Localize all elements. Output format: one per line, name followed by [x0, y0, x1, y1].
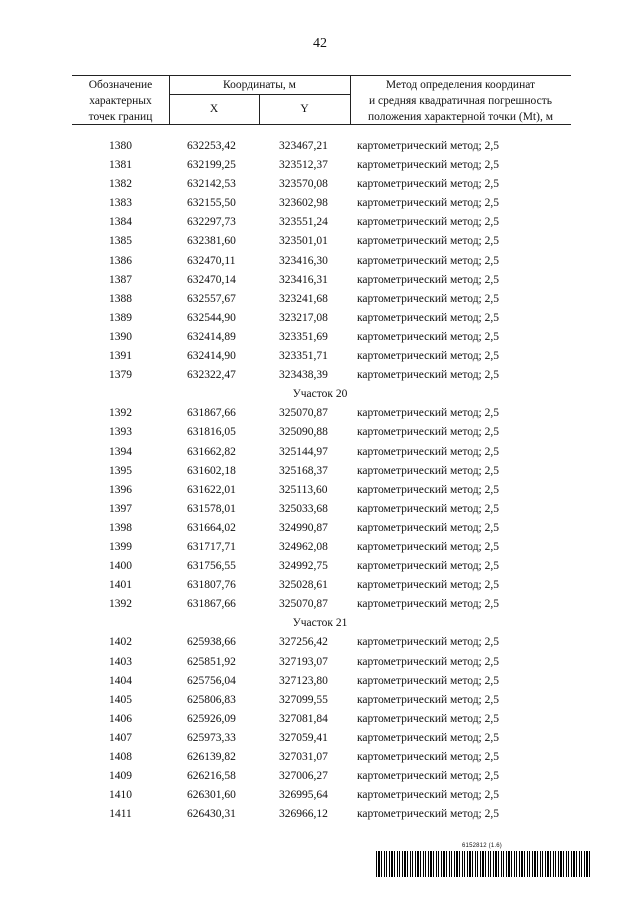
y-cell: 325090,88 [279, 426, 328, 439]
method-cell: картометрический метод; 2,5 [357, 712, 499, 725]
y-cell: 324990,87 [279, 521, 328, 534]
point-id-cell: 1381 [109, 159, 132, 172]
method-cell: картометрический метод; 2,5 [357, 521, 499, 534]
point-id-cell: 1403 [109, 655, 132, 668]
table-row [0, 538, 640, 557]
point-id-cell: 1386 [109, 254, 132, 267]
x-cell: 632253,42 [187, 140, 236, 152]
x-cell: 632470,14 [187, 273, 236, 286]
point-id-cell: 1389 [109, 311, 132, 324]
x-cell: 632297,73 [187, 216, 236, 229]
x-cell: 626139,82 [187, 751, 236, 763]
method-header-line: и средняя квадратичная погрешность [369, 95, 552, 107]
y-cell: 326995,64 [279, 789, 328, 802]
table-row [0, 366, 640, 385]
y-cell: 327081,84 [279, 712, 328, 725]
y-cell: 325070,87 [279, 598, 328, 611]
point-id-cell: 1395 [109, 464, 132, 477]
point-id-cell: 1409 [109, 770, 132, 783]
table-row [0, 805, 640, 824]
table-row [0, 252, 640, 271]
method-cell: картометрический метод; 2,5 [357, 159, 499, 172]
table-row [0, 347, 640, 366]
y-cell: 325033,68 [279, 502, 328, 515]
coordinates-table-body [0, 137, 640, 824]
table-row [0, 633, 640, 652]
method-cell: картометрический метод; 2,5 [357, 254, 499, 267]
table-row [0, 519, 640, 538]
y-cell: 323241,68 [279, 292, 328, 305]
section-heading [0, 385, 640, 404]
y-cell: 324962,08 [279, 540, 328, 553]
x-cell: 632544,90 [187, 311, 236, 324]
point-id-cell: 1399 [109, 540, 132, 553]
table-row [0, 404, 640, 423]
method-cell: картометрический метод; 2,5 [357, 445, 499, 458]
method-cell: картометрический метод; 2,5 [357, 464, 499, 477]
x-cell: 631662,82 [187, 445, 236, 458]
y-cell: 327193,07 [279, 655, 328, 668]
method-cell: картометрический метод; 2,5 [357, 770, 499, 783]
y-cell: 323602,98 [279, 197, 328, 210]
method-cell: картометрический метод; 2,5 [357, 636, 499, 649]
table-row [0, 423, 640, 442]
x-cell: 626430,31 [187, 808, 236, 821]
designation-header-line: точек границ [88, 111, 153, 123]
method-cell: картометрический метод; 2,5 [357, 407, 499, 420]
table-row [0, 710, 640, 729]
method-cell: картометрический метод; 2,5 [357, 674, 499, 687]
point-id-cell: 1383 [109, 197, 132, 210]
point-id-cell: 1387 [109, 273, 132, 286]
section-label: Участок 20 [292, 388, 348, 401]
method-cell: картометрический метод; 2,5 [357, 693, 499, 706]
method-cell: картометрический метод; 2,5 [357, 311, 499, 324]
x-cell: 632322,47 [187, 369, 236, 382]
x-cell: 632155,50 [187, 197, 236, 210]
x-header: X [209, 103, 219, 115]
method-cell: картометрический метод; 2,5 [357, 273, 499, 286]
y-cell: 325028,61 [279, 579, 328, 592]
method-header-line: положения характерной точки (Mt), м [368, 111, 553, 123]
x-cell: 631622,01 [187, 483, 236, 496]
point-id-cell: 1404 [109, 674, 132, 687]
table-row [0, 653, 640, 672]
point-id-cell: 1398 [109, 521, 132, 534]
table-row [0, 691, 640, 710]
point-id-cell: 1390 [109, 330, 132, 343]
x-cell: 632414,89 [187, 330, 236, 343]
table-row [0, 175, 640, 194]
method-cell: картометрический метод; 2,5 [357, 350, 499, 363]
x-cell: 631756,55 [187, 560, 236, 573]
method-header [350, 77, 571, 125]
y-cell: 325168,37 [279, 464, 328, 477]
table-row [0, 595, 640, 614]
method-cell: картометрический метод; 2,5 [357, 655, 499, 668]
point-id-cell: 1411 [109, 808, 132, 821]
x-cell: 625973,33 [187, 731, 236, 744]
method-cell: картометрический метод; 2,5 [357, 483, 499, 496]
x-cell: 626301,60 [187, 789, 236, 802]
x-cell: 625756,04 [187, 674, 236, 687]
x-cell: 632199,25 [187, 159, 236, 172]
point-id-cell: 1402 [109, 636, 132, 649]
table-row [0, 213, 640, 232]
y-cell: 323217,08 [279, 311, 328, 324]
x-cell: 631664,02 [187, 521, 236, 534]
y-cell: 324992,75 [279, 560, 328, 573]
point-id-cell: 1391 [109, 350, 132, 363]
point-id-cell: 1408 [109, 751, 132, 763]
table-row [0, 767, 640, 786]
table-row [0, 729, 640, 748]
point-id-cell: 1385 [109, 235, 132, 248]
designation-header-line: Обозначение [88, 79, 153, 91]
point-id-cell: 1388 [109, 292, 132, 305]
method-cell: картометрический метод; 2,5 [357, 560, 499, 573]
table-row [0, 443, 640, 462]
method-cell: картометрический метод; 2,5 [357, 330, 499, 343]
method-cell: картометрический метод; 2,5 [357, 540, 499, 553]
point-id-cell: 1400 [109, 560, 132, 573]
table-row [0, 672, 640, 691]
section-heading [0, 614, 640, 633]
section-label: Участок 21 [292, 617, 348, 630]
point-id-cell: 1410 [109, 789, 132, 802]
method-cell: картометрический метод; 2,5 [357, 502, 499, 515]
table-row [0, 462, 640, 481]
point-id-cell: 1407 [109, 731, 132, 744]
y-cell: 327123,80 [279, 674, 328, 687]
table-row [0, 786, 640, 805]
table-row [0, 328, 640, 347]
method-cell: картометрический метод; 2,5 [357, 426, 499, 439]
x-cell: 625806,83 [187, 693, 236, 706]
point-id-cell: 1379 [109, 369, 132, 382]
x-cell: 625938,66 [187, 636, 236, 649]
y-cell: 323467,21 [279, 140, 328, 152]
method-cell: картометрический метод; 2,5 [357, 579, 499, 592]
method-cell: картометрический метод; 2,5 [357, 369, 499, 382]
x-cell: 631807,76 [187, 579, 236, 592]
designation-header [72, 77, 169, 125]
method-cell: картометрический метод; 2,5 [357, 751, 499, 763]
y-cell: 325113,60 [279, 483, 328, 496]
point-id-cell: 1396 [109, 483, 132, 496]
x-cell: 625926,09 [187, 712, 236, 725]
point-id-cell: 1384 [109, 216, 132, 229]
x-cell: 632381,60 [187, 235, 236, 248]
table-row [0, 194, 640, 213]
method-cell: картометрический метод; 2,5 [357, 197, 499, 210]
table-row [0, 576, 640, 595]
x-cell: 625851,92 [187, 655, 236, 668]
y-cell: 327099,55 [279, 693, 328, 706]
method-cell: картометрический метод; 2,5 [357, 178, 499, 191]
table-row [0, 500, 640, 519]
y-cell: 323351,69 [279, 330, 328, 343]
y-cell: 323438,39 [279, 369, 328, 382]
point-id-cell: 1382 [109, 178, 132, 191]
designation-header-line: характерных [89, 95, 152, 107]
point-id-cell: 1394 [109, 445, 132, 458]
table-row [0, 309, 640, 328]
y-cell: 327006,27 [279, 770, 328, 783]
method-cell: картометрический метод; 2,5 [357, 235, 499, 248]
x-cell: 632470,11 [187, 254, 236, 267]
page-number: 42 [313, 36, 327, 51]
barcode-number: 6152812 (1.6) [462, 843, 502, 849]
table-top-rule [72, 75, 571, 76]
x-cell: 631816,05 [187, 426, 236, 439]
x-cell: 631717,71 [187, 540, 236, 553]
x-cell: 626216,58 [187, 770, 236, 783]
table-row [0, 232, 640, 251]
method-cell: картометрический метод; 2,5 [357, 140, 499, 152]
x-cell: 631867,66 [187, 598, 236, 611]
y-cell: 325070,87 [279, 407, 328, 420]
point-id-cell: 1393 [109, 426, 132, 439]
method-cell: картометрический метод; 2,5 [357, 598, 499, 611]
table-row [0, 290, 640, 309]
method-cell: картометрический метод; 2,5 [357, 731, 499, 744]
point-id-cell: 1401 [109, 579, 132, 592]
y-cell: 323351,71 [279, 350, 328, 363]
point-id-cell: 1380 [109, 140, 132, 152]
method-cell: картометрический метод; 2,5 [357, 216, 499, 229]
y-cell: 323512,37 [279, 159, 328, 172]
method-cell: картометрический метод; 2,5 [357, 789, 499, 802]
y-cell: 327256,42 [279, 636, 328, 649]
y-cell: 323416,30 [279, 254, 328, 267]
point-id-cell: 1397 [109, 502, 132, 515]
method-header-line: Метод определения координат [385, 79, 536, 91]
x-cell: 632557,67 [187, 292, 236, 305]
barcode [376, 851, 590, 877]
x-cell: 631602,18 [187, 464, 236, 477]
y-cell: 323416,31 [279, 273, 328, 286]
x-cell: 632414,90 [187, 350, 236, 363]
table-row [0, 557, 640, 576]
method-cell: картометрический метод; 2,5 [357, 808, 499, 821]
y-cell: 327031,07 [279, 751, 328, 763]
point-id-cell: 1405 [109, 693, 132, 706]
table-row [0, 156, 640, 175]
point-id-cell: 1392 [109, 598, 132, 611]
y-cell: 325144,97 [279, 445, 328, 458]
table-row [0, 748, 640, 767]
point-id-cell: 1392 [109, 407, 132, 420]
y-cell: 323570,08 [279, 178, 328, 191]
y-cell: 326966,12 [279, 808, 328, 821]
y-cell: 323501,01 [279, 235, 328, 248]
method-cell: картометрический метод; 2,5 [357, 292, 499, 305]
x-cell: 632142,53 [187, 178, 236, 191]
x-cell: 631867,66 [187, 407, 236, 420]
y-cell: 327059,41 [279, 731, 328, 744]
table-row [0, 271, 640, 290]
point-id-cell: 1406 [109, 712, 132, 725]
y-header: Y [300, 103, 309, 115]
coordinates-header: Координаты, м [223, 79, 296, 91]
table-row [0, 137, 640, 156]
table-row [0, 481, 640, 500]
y-cell: 323551,24 [279, 216, 328, 229]
x-cell: 631578,01 [187, 502, 236, 515]
